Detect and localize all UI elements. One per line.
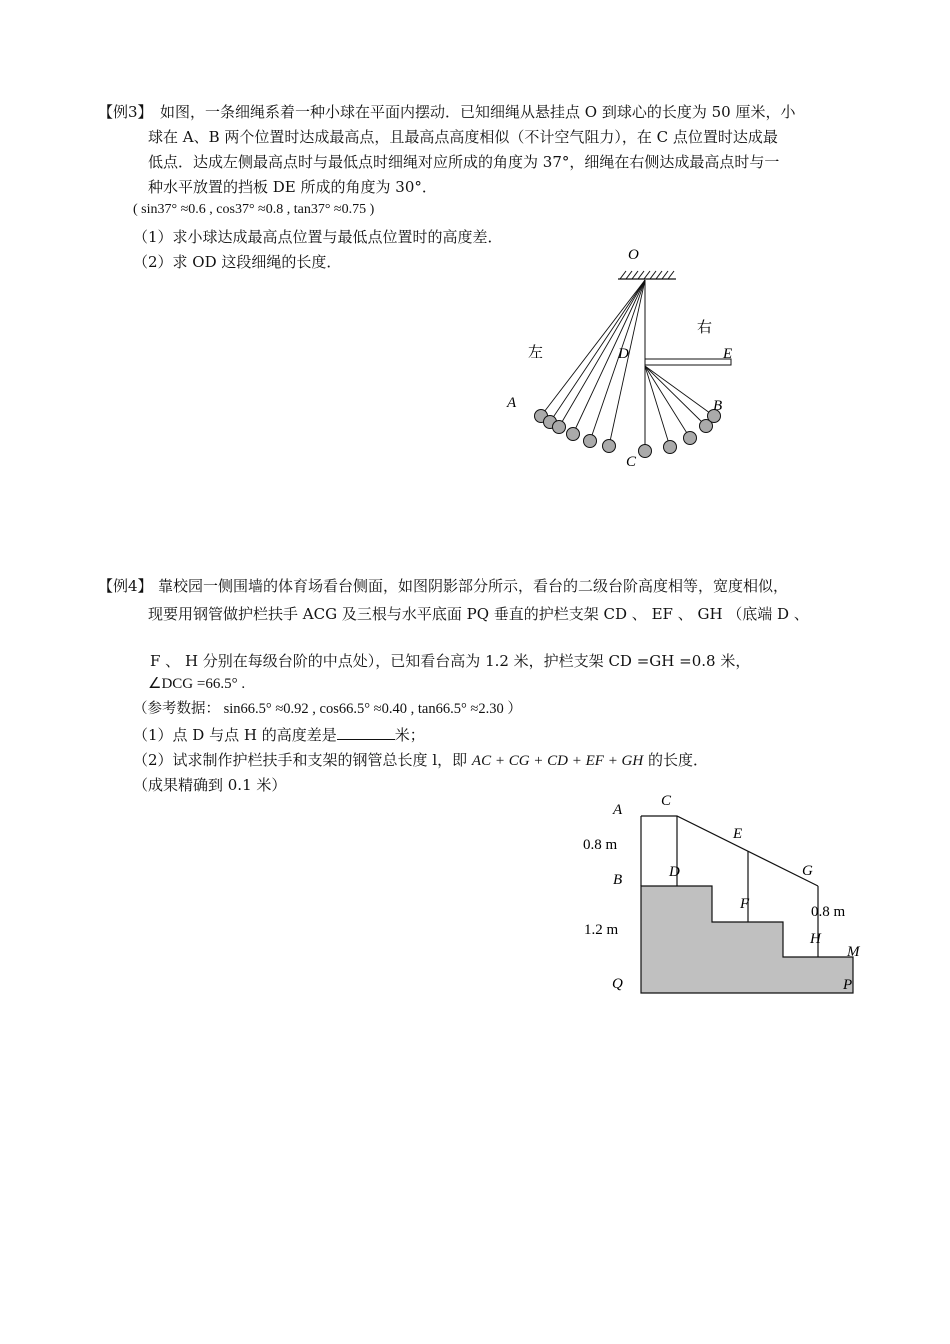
- question-2-formula: AC + CG + CD + EF + GH: [471, 753, 644, 769]
- example-3-line-1: 如图，一条细绳系着一种小球在平面内摆动．已知细绳从悬挂点 O 到球心的长度为 50 厘米，小: [160, 103, 796, 121]
- example-3-question-1: （1）求小球达成最高点位置与最低点位置时的高度差．: [133, 228, 503, 246]
- example-4-precision-note: （成果精确到 0.1 米）: [133, 776, 287, 794]
- example-4-line-2: 现要用钢管做护栏扶手 ACG 及三根与水平底面 PQ 垂直的护栏支架 CD 、 EF 、 GH （底端 D 、: [148, 605, 809, 623]
- label-q: Q: [612, 976, 623, 992]
- label-d: D: [669, 864, 680, 880]
- example-3-tag: 【例3】: [98, 103, 153, 121]
- example-4-line-3: F 、 H 分别在每级台阶的中点处），已知看台高为 1.2 米，护栏支架 CD =GH =0.8 米，: [150, 652, 751, 670]
- label-b: B: [613, 872, 623, 888]
- label-e: E: [723, 346, 733, 362]
- example-4-line-4: ∠DCG =66.5° .: [148, 676, 246, 692]
- question-2-tail: 的长度．: [648, 751, 709, 769]
- example-3-reference-data: ( sin37° ≈0.6 , cos37° ≈0.8 , tan37° ≈0.75 ): [133, 202, 375, 217]
- question-1-text: （1）点 D 与点 H 的高度差是: [133, 726, 337, 744]
- label-a: A: [507, 395, 517, 411]
- example-3-line-2: 球在 A、B 两个位置时达成最高点，且最高点高度相似（不计空气阻力），在 C 点位置时达成最: [148, 128, 778, 146]
- label-c: C: [626, 454, 637, 470]
- handrail-acg: [641, 816, 818, 886]
- label-ab-height: 0.8 m: [583, 837, 618, 853]
- label-d: D: [618, 346, 629, 362]
- question-1-unit: 米；: [394, 726, 425, 744]
- label-right: 右: [697, 320, 713, 336]
- example-4-tag: 【例4】: [98, 577, 153, 595]
- label-p: P: [843, 977, 853, 993]
- label-b: B: [713, 398, 723, 414]
- label-g: G: [802, 863, 813, 879]
- label-e: E: [733, 826, 743, 842]
- label-m: M: [847, 944, 860, 960]
- question-2-text: （2）试求制作护栏扶手和支架的钢管总长度 l，即: [133, 751, 468, 769]
- label-h: H: [810, 931, 821, 947]
- example-3-line-4: 种水平放置的挡板 DE 所成的角度为 30°．: [148, 178, 437, 196]
- label-a: A: [613, 802, 623, 818]
- label-f: F: [740, 896, 750, 912]
- example-4-reference-data: （参考数据： sin66.5° ≈0.92 , cos66.5° ≈0.40 , tan66.5° ≈2.30 ）: [133, 701, 522, 717]
- label-gh-height: 0.8 m: [811, 904, 846, 920]
- label-c: C: [661, 793, 672, 809]
- example-3-line-3: 低点．达成左侧最高点时与最低点时细绳对应所成的角度为 37°，细绳在右侧达成最高点时与一: [148, 153, 780, 171]
- label-left: 左: [528, 345, 544, 361]
- example-3-question-2: （2）求 OD 这段细绳的长度．: [133, 253, 342, 271]
- label-o: O: [628, 247, 639, 263]
- example-4-line-1: 靠校园一侧围墙的体育场看台侧面，如图阴影部分所示，看台的二级台阶高度相等，宽度相似，: [158, 577, 789, 595]
- label-bq-height: 1.2 m: [584, 922, 619, 938]
